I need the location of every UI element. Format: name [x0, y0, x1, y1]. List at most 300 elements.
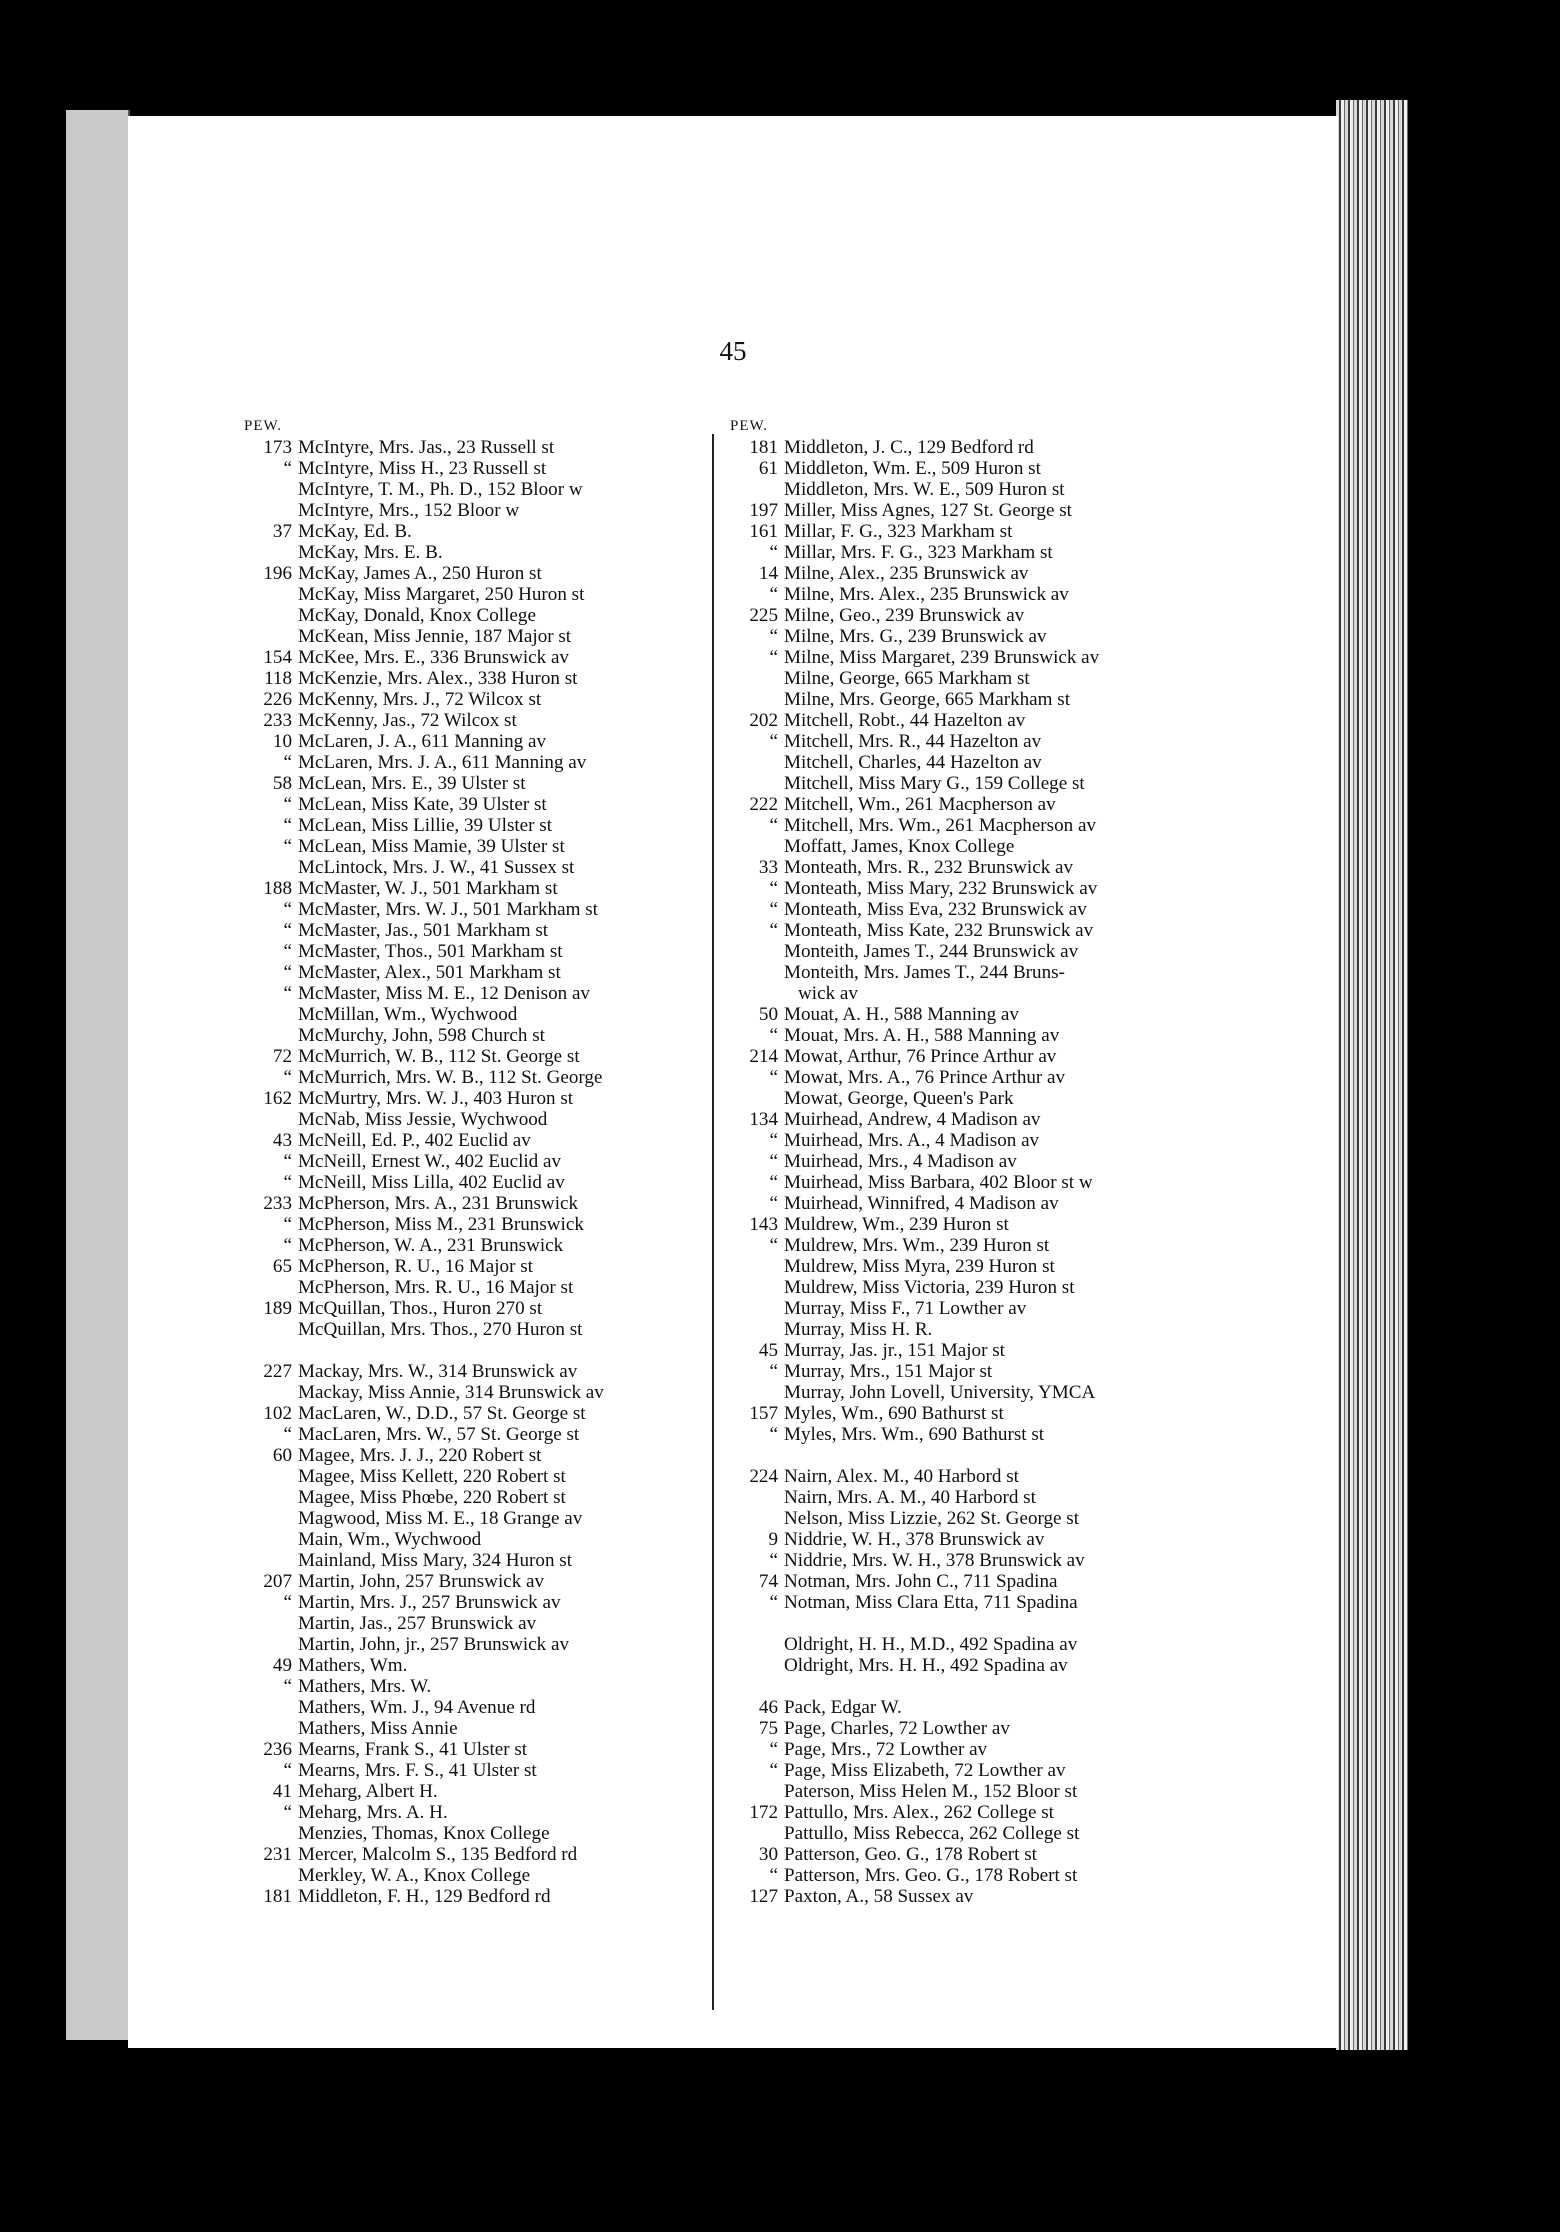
member-entry: Monteath, Mrs. R., 232 Brunswick av: [784, 857, 1074, 878]
member-entry: McMurrich, W. B., 112 St. George st: [298, 1046, 580, 1067]
member-entry: Monteath, Miss Eva, 232 Brunswick av: [784, 899, 1087, 920]
member-entry: McMaster, Mrs. W. J., 501 Markham st: [298, 899, 598, 920]
pew-number: “: [283, 794, 292, 815]
member-entry: McIntyre, Mrs. Jas., 23 Russell st: [298, 437, 555, 458]
member-entry: McLean, Mrs. E., 39 Ulster st: [298, 773, 526, 794]
pew-number: [726, 1655, 784, 1676]
member-entry: McMurrich, Mrs. W. B., 112 St. George: [298, 1067, 603, 1088]
member-entry: McPherson, Miss M., 231 Brunswick: [298, 1214, 584, 1235]
list-item: [726, 1403, 1326, 1424]
pew-number: 154: [263, 647, 292, 668]
pew-number: [240, 1466, 298, 1487]
pew-number: [726, 773, 784, 794]
list-item: [726, 542, 1326, 563]
list-item: [726, 794, 1326, 815]
list-item: [726, 1487, 1326, 1508]
list-item: [726, 836, 1326, 857]
list-item: [726, 815, 1326, 836]
member-entry: Page, Charles, 72 Lowther av: [784, 1718, 1010, 1739]
member-entry: McMillan, Wm., Wychwood: [298, 1004, 518, 1025]
pew-number: “: [283, 899, 292, 920]
member-entry: Milne, Mrs. G., 239 Brunswick av: [784, 626, 1047, 647]
member-entry: Muirhead, Mrs. A., 4 Madison av: [784, 1130, 1040, 1151]
list-item: [726, 1823, 1326, 1844]
list-item: [726, 563, 1326, 584]
pew-number: “: [769, 1193, 778, 1214]
pew-number: [726, 1823, 784, 1844]
member-entry: Nairn, Alex. M., 40 Harbord st: [784, 1466, 1019, 1487]
member-entry: McKean, Miss Jennie, 187 Major st: [298, 626, 572, 647]
member-entry: Notman, Mrs. John C., 711 Spadina: [784, 1571, 1058, 1592]
member-entry: McKay, James A., 250 Huron st: [298, 563, 542, 584]
pew-number: “: [283, 941, 292, 962]
pew-number: [240, 500, 298, 521]
member-entry: Myles, Mrs. Wm., 690 Bathurst st: [784, 1424, 1045, 1445]
directory-page: [128, 116, 1338, 2048]
member-entry: Milne, George, 665 Markham st: [784, 668, 1030, 689]
member-entry: McKay, Miss Margaret, 250 Huron st: [298, 584, 585, 605]
member-entry: Oldright, H. H., M.D., 492 Spadina av: [784, 1634, 1078, 1655]
pew-number: 14: [758, 563, 778, 584]
member-entry: McQuillan, Thos., Huron 270 st: [298, 1298, 543, 1319]
pew-number: [240, 1613, 298, 1634]
list-item: [726, 1865, 1326, 1886]
pew-number: “: [769, 1235, 778, 1256]
member-entry: Martin, John, 257 Brunswick av: [298, 1571, 545, 1592]
pew-header: PEW.: [244, 418, 283, 434]
pew-number: [240, 1277, 298, 1298]
member-entry: McIntyre, Miss H., 23 Russell st: [298, 458, 547, 479]
pew-number: [726, 941, 784, 962]
member-entry: Mearns, Mrs. F. S., 41 Ulster st: [298, 1760, 537, 1781]
list-item: [726, 605, 1326, 626]
pew-number: 224: [749, 1466, 778, 1487]
member-entry: Nairn, Mrs. A. M., 40 Harbord st: [784, 1487, 1036, 1508]
list-item: [726, 1214, 1326, 1235]
pew-number: 37: [272, 521, 292, 542]
list-item: [726, 1025, 1326, 1046]
pew-number: “: [283, 1802, 292, 1823]
list-item: [726, 1361, 1326, 1382]
member-entry: McLean, Miss Kate, 39 Ulster st: [298, 794, 547, 815]
pew-number: “: [769, 1592, 778, 1613]
list-item: [726, 941, 1326, 962]
pew-number: [240, 1529, 298, 1550]
list-item: [726, 1802, 1326, 1823]
member-entry: McNab, Miss Jessie, Wychwood: [298, 1109, 548, 1130]
member-entry: McKee, Mrs. E., 336 Brunswick av: [298, 647, 569, 668]
pew-number: [726, 668, 784, 689]
member-entry: Magee, Mrs. J. J., 220 Robert st: [298, 1445, 542, 1466]
pew-number: “: [769, 878, 778, 899]
list-item: [726, 1109, 1326, 1130]
list-item: [726, 1655, 1326, 1676]
pew-number: [240, 626, 298, 647]
member-entry: McNeill, Ernest W., 402 Euclid av: [298, 1151, 562, 1172]
list-item: [726, 1256, 1326, 1277]
pew-number: “: [283, 1067, 292, 1088]
list-item: [726, 1760, 1326, 1781]
pew-number: 61: [758, 458, 778, 479]
list-item: [726, 1571, 1326, 1592]
member-entry: Muldrew, Miss Myra, 239 Huron st: [784, 1256, 1055, 1277]
section-gap: [726, 1613, 1326, 1634]
member-entry: Middleton, J. C., 129 Bedford rd: [784, 437, 1034, 458]
member-entry: wick av: [798, 983, 858, 1004]
member-entry: Mitchell, Mrs. R., 44 Hazelton av: [784, 731, 1042, 752]
list-item: [726, 479, 1326, 500]
list-item: [726, 1550, 1326, 1571]
list-item: [726, 1529, 1326, 1550]
pew-number: [726, 1634, 784, 1655]
list-item: [726, 1382, 1326, 1403]
list-item: [726, 983, 1326, 1004]
pew-number: [240, 1823, 298, 1844]
list-item: [726, 731, 1326, 752]
pew-number: “: [769, 1550, 778, 1571]
member-entry: Middleton, Wm. E., 509 Huron st: [784, 458, 1041, 479]
pew-number: 197: [749, 500, 778, 521]
list-item: [726, 1067, 1326, 1088]
pew-number: [240, 1718, 298, 1739]
member-entry: McKay, Mrs. E. B.: [298, 542, 443, 563]
pew-number: [240, 1487, 298, 1508]
member-entry: Mathers, Mrs. W.: [298, 1676, 432, 1697]
member-entry: Monteath, Miss Kate, 232 Brunswick av: [784, 920, 1094, 941]
pew-number: “: [769, 626, 778, 647]
pew-number: “: [283, 962, 292, 983]
pew-number: 43: [272, 1130, 292, 1151]
member-entry: Milne, Mrs. Alex., 235 Brunswick av: [784, 584, 1069, 605]
member-entry: Magwood, Miss M. E., 18 Grange av: [298, 1508, 583, 1529]
pew-number: 118: [264, 668, 292, 689]
list-item: [726, 1235, 1326, 1256]
member-entry: McPherson, W. A., 231 Brunswick: [298, 1235, 564, 1256]
pew-number: “: [283, 815, 292, 836]
pew-number: “: [769, 584, 778, 605]
member-entry: Milne, Miss Margaret, 239 Brunswick av: [784, 647, 1100, 668]
list-item: [726, 1697, 1326, 1718]
page-number: 45: [719, 336, 747, 366]
pew-number: [240, 479, 298, 500]
member-entry: Miller, Miss Agnes, 127 St. George st: [784, 500, 1072, 521]
member-entry: Muirhead, Miss Barbara, 402 Bloor st w: [784, 1172, 1093, 1193]
column-divider: [712, 434, 714, 2010]
pew-number: 45: [758, 1340, 778, 1361]
list-item: [726, 1886, 1326, 1907]
list-item: [726, 1844, 1326, 1865]
pew-number: [240, 1382, 298, 1403]
member-entry: Oldright, Mrs. H. H., 492 Spadina av: [784, 1655, 1068, 1676]
member-entry: Mainland, Miss Mary, 324 Huron st: [298, 1550, 573, 1571]
pew-number: [726, 479, 784, 500]
member-entry: Patterson, Geo. G., 178 Robert st: [784, 1844, 1037, 1865]
pew-number: 181: [263, 1886, 292, 1907]
section-gap: [726, 1676, 1326, 1697]
pew-number: [240, 584, 298, 605]
pew-number: [240, 1550, 298, 1571]
member-entry: Pattullo, Mrs. Alex., 262 College st: [784, 1802, 1054, 1823]
pew-number: 225: [749, 605, 778, 626]
member-entry: Nelson, Miss Lizzie, 262 St. George st: [784, 1508, 1080, 1529]
pew-number: [240, 1109, 298, 1130]
pew-number: “: [283, 458, 292, 479]
pew-number: “: [769, 731, 778, 752]
list-item: [726, 668, 1326, 689]
list-item: [726, 1508, 1326, 1529]
member-entry: McKenny, Jas., 72 Wilcox st: [298, 710, 517, 731]
list-item: [726, 1592, 1326, 1613]
list-item: [726, 584, 1326, 605]
member-entry: Paxton, A., 58 Sussex av: [784, 1886, 974, 1907]
member-entry: MacLaren, W., D.D., 57 St. George st: [298, 1403, 586, 1424]
pew-number: “: [769, 647, 778, 668]
pew-number: “: [283, 752, 292, 773]
member-entry: Middleton, F. H., 129 Bedford rd: [298, 1886, 551, 1907]
member-entry: McMaster, Thos., 501 Markham st: [298, 941, 563, 962]
member-entry: McMaster, W. J., 501 Markham st: [298, 878, 558, 899]
member-entry: Murray, Miss H. R.: [784, 1319, 933, 1340]
member-entry: Mitchell, Wm., 261 Macpherson av: [784, 794, 1056, 815]
pew-number: [240, 1004, 298, 1025]
pew-number: “: [283, 1676, 292, 1697]
member-entry: Milne, Mrs. George, 665 Markham st: [784, 689, 1071, 710]
list-item: [726, 1424, 1326, 1445]
list-item: [726, 1193, 1326, 1214]
member-entry: Monteith, Mrs. James T., 244 Bruns-: [784, 962, 1065, 983]
member-entry: Niddrie, W. H., 378 Brunswick av: [784, 1529, 1045, 1550]
pew-number: 161: [749, 521, 778, 542]
pew-number: 196: [263, 563, 292, 584]
member-entry: MacLaren, Mrs. W., 57 St. George st: [298, 1424, 580, 1445]
page-stack-edges: [1336, 100, 1408, 2050]
pew-number: “: [769, 815, 778, 836]
member-entry: Millar, Mrs. F. G., 323 Markham st: [784, 542, 1053, 563]
pew-number: 143: [749, 1214, 778, 1235]
pew-number: 60: [272, 1445, 292, 1466]
list-item: [726, 1634, 1326, 1655]
pew-number: [726, 1088, 784, 1109]
member-entry: McPherson, Mrs. A., 231 Brunswick: [298, 1193, 579, 1214]
pew-number: “: [769, 1760, 778, 1781]
pew-number: 127: [749, 1886, 778, 1907]
section-gap: [726, 1445, 1326, 1466]
pew-number: 30: [758, 1844, 778, 1865]
member-entry: Mitchell, Miss Mary G., 159 College st: [784, 773, 1085, 794]
pew-number: [726, 1319, 784, 1340]
member-entry: McNeill, Ed. P., 402 Euclid av: [298, 1130, 531, 1151]
member-entry: McPherson, Mrs. R. U., 16 Major st: [298, 1277, 574, 1298]
pew-number: “: [769, 899, 778, 920]
member-entry: Patterson, Mrs. Geo. G., 178 Robert st: [784, 1865, 1078, 1886]
right-entry-list: [726, 437, 1326, 1907]
list-item: [726, 710, 1326, 731]
member-entry: Muldrew, Wm., 239 Huron st: [784, 1214, 1009, 1235]
pew-number: “: [283, 1151, 292, 1172]
pew-number: “: [283, 1172, 292, 1193]
pew-number: 46: [758, 1697, 778, 1718]
pew-number: 49: [272, 1655, 292, 1676]
pew-number: 102: [263, 1403, 292, 1424]
list-item: [726, 1298, 1326, 1319]
pew-number: “: [283, 983, 292, 1004]
member-entry: McLean, Miss Lillie, 39 Ulster st: [298, 815, 553, 836]
pew-header: PEW.: [730, 418, 769, 434]
pew-number: 75: [758, 1718, 778, 1739]
member-entry: Mitchell, Mrs. Wm., 261 Macpherson av: [784, 815, 1096, 836]
member-entry: Murray, Mrs., 151 Major st: [784, 1361, 993, 1382]
member-entry: Millar, F. G., 323 Markham st: [784, 521, 1013, 542]
pew-number: 226: [263, 689, 292, 710]
member-entry: Murray, Miss F., 71 Lowther av: [784, 1298, 1027, 1319]
member-entry: Notman, Miss Clara Etta, 711 Spadina: [784, 1592, 1078, 1613]
member-entry: McIntyre, Mrs., 152 Bloor w: [298, 500, 520, 521]
pew-number: [726, 1508, 784, 1529]
member-entry: Page, Mrs., 72 Lowther av: [784, 1739, 988, 1760]
member-entry: Martin, Jas., 257 Brunswick av: [298, 1613, 537, 1634]
list-item: [726, 689, 1326, 710]
list-item: [726, 1004, 1326, 1025]
pew-number: [726, 983, 784, 1004]
member-entry: Muirhead, Mrs., 4 Madison av: [784, 1151, 1017, 1172]
member-entry: Paterson, Miss Helen M., 152 Bloor st: [784, 1781, 1078, 1802]
member-entry: Milne, Geo., 239 Brunswick av: [784, 605, 1025, 626]
pew-number: “: [769, 542, 778, 563]
pew-number: “: [769, 1025, 778, 1046]
pew-number: [240, 857, 298, 878]
pew-number: [240, 1634, 298, 1655]
member-entry: Mitchell, Robt., 44 Hazelton av: [784, 710, 1026, 731]
pew-number: [726, 1487, 784, 1508]
pew-number: 74: [758, 1571, 778, 1592]
right-column: [726, 416, 1326, 1907]
member-entry: Mercer, Malcolm S., 135 Bedford rd: [298, 1844, 578, 1865]
pew-number: 72: [272, 1046, 292, 1067]
pew-number: 207: [263, 1571, 292, 1592]
list-item: [726, 1781, 1326, 1802]
pew-number: “: [283, 1760, 292, 1781]
pew-number: [726, 1277, 784, 1298]
member-entry: Middleton, Mrs. W. E., 509 Huron st: [784, 479, 1065, 500]
pew-number: [726, 1256, 784, 1277]
pew-number: “: [769, 1865, 778, 1886]
list-item: [726, 1739, 1326, 1760]
pew-number: 33: [758, 857, 778, 878]
pew-number: 172: [749, 1802, 778, 1823]
pew-number: [240, 605, 298, 626]
member-entry: Merkley, W. A., Knox College: [298, 1865, 531, 1886]
list-item: [726, 521, 1326, 542]
pew-number: “: [769, 1172, 778, 1193]
pew-number: “: [769, 1739, 778, 1760]
member-entry: McMaster, Jas., 501 Markham st: [298, 920, 549, 941]
list-item: [726, 1277, 1326, 1298]
member-entry: McIntyre, T. M., Ph. D., 152 Bloor w: [298, 479, 583, 500]
list-item: [726, 899, 1326, 920]
pew-number: 189: [263, 1298, 292, 1319]
list-item: [726, 920, 1326, 941]
pew-number: [726, 962, 784, 983]
pew-number: [240, 1025, 298, 1046]
member-entry: Page, Miss Elizabeth, 72 Lowther av: [784, 1760, 1066, 1781]
pew-number: 134: [749, 1109, 778, 1130]
pew-number: “: [769, 1424, 778, 1445]
member-entry: McKay, Ed. B.: [298, 521, 412, 542]
list-item: [726, 878, 1326, 899]
member-entry: Muirhead, Andrew, 4 Madison av: [784, 1109, 1041, 1130]
list-item: [726, 458, 1326, 479]
pew-number: [240, 542, 298, 563]
member-entry: Mackay, Miss Annie, 314 Brunswick av: [298, 1382, 604, 1403]
list-item: [726, 1340, 1326, 1361]
member-entry: Mouat, A. H., 588 Manning av: [784, 1004, 1019, 1025]
member-entry: McKenny, Mrs. J., 72 Wilcox st: [298, 689, 542, 710]
pew-number: 65: [272, 1256, 292, 1277]
member-entry: Mitchell, Charles, 44 Hazelton av: [784, 752, 1042, 773]
member-entry: Mowat, Mrs. A., 76 Prince Arthur av: [784, 1067, 1066, 1088]
list-item: [726, 752, 1326, 773]
pew-number: “: [769, 1130, 778, 1151]
member-entry: McLaren, J. A., 611 Manning av: [298, 731, 546, 752]
pew-number: 181: [749, 437, 778, 458]
list-item: [726, 1151, 1326, 1172]
member-entry: Monteith, James T., 244 Brunswick av: [784, 941, 1079, 962]
member-entry: Mathers, Wm.: [298, 1655, 408, 1676]
list-item: [726, 500, 1326, 521]
member-entry: Muldrew, Mrs. Wm., 239 Huron st: [784, 1235, 1050, 1256]
pew-number: 236: [263, 1739, 292, 1760]
member-entry: McMaster, Alex., 501 Markham st: [298, 962, 561, 983]
member-entry: McLean, Miss Mamie, 39 Ulster st: [298, 836, 565, 857]
pew-number: “: [769, 1151, 778, 1172]
member-entry: Mackay, Mrs. W., 314 Brunswick av: [298, 1361, 578, 1382]
pew-number: “: [283, 836, 292, 857]
pew-number: “: [283, 920, 292, 941]
member-entry: McLaren, Mrs. J. A., 611 Manning av: [298, 752, 587, 773]
member-entry: Moffatt, James, Knox College: [784, 836, 1015, 857]
pew-number: 222: [749, 794, 778, 815]
pew-number: 58: [272, 773, 292, 794]
list-item: [726, 962, 1326, 983]
list-item: [726, 647, 1326, 668]
member-entry: Mowat, George, Queen's Park: [784, 1088, 1014, 1109]
member-entry: Milne, Alex., 235 Brunswick av: [784, 563, 1029, 584]
pew-number: “: [283, 1235, 292, 1256]
member-entry: Mathers, Wm. J., 94 Avenue rd: [298, 1697, 536, 1718]
member-entry: McMurchy, John, 598 Church st: [298, 1025, 545, 1046]
member-entry: Martin, John, jr., 257 Brunswick av: [298, 1634, 570, 1655]
list-item: [726, 1718, 1326, 1739]
pew-number: 231: [263, 1844, 292, 1865]
member-entry: Menzies, Thomas, Knox College: [298, 1823, 550, 1844]
member-entry: Mearns, Frank S., 41 Ulster st: [298, 1739, 528, 1760]
member-entry: Pack, Edgar W.: [784, 1697, 902, 1718]
list-item: [726, 857, 1326, 878]
pew-number: [726, 689, 784, 710]
pew-number: 10: [272, 731, 292, 752]
pew-number: [240, 1319, 298, 1340]
member-entry: Muldrew, Miss Victoria, 239 Huron st: [784, 1277, 1075, 1298]
pew-number: 188: [263, 878, 292, 899]
facing-page-edge: [66, 110, 130, 2040]
member-entry: McPherson, R. U., 16 Major st: [298, 1256, 533, 1277]
pew-number: 41: [272, 1781, 292, 1802]
member-entry: Murray, John Lovell, University, YMCA: [784, 1382, 1096, 1403]
list-item: [726, 1466, 1326, 1487]
pew-number: [726, 1382, 784, 1403]
member-entry: Martin, Mrs. J., 257 Brunswick av: [298, 1592, 561, 1613]
member-entry: McMaster, Miss M. E., 12 Denison av: [298, 983, 590, 1004]
